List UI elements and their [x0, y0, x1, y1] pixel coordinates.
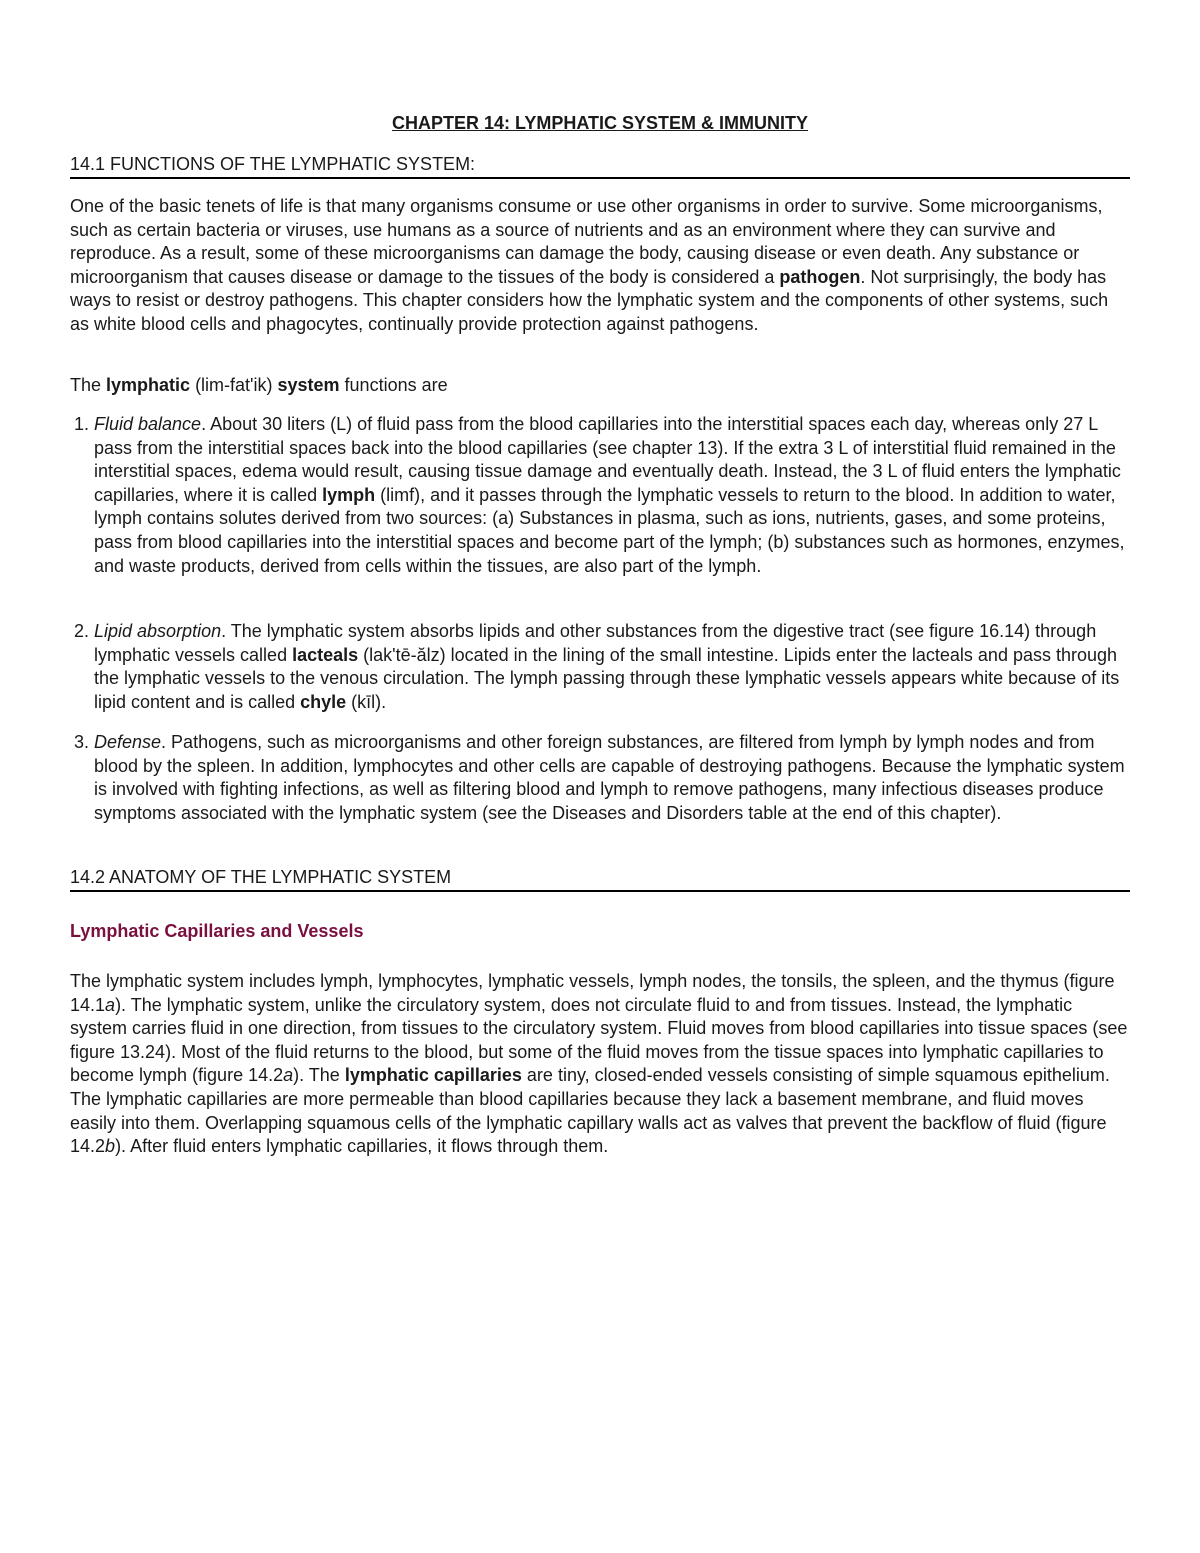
item-text-b: (lak'tē-ălz) located in the lining of the small intestine. Lipids enter the lacteals and pass through the lymphatic vessels to the venous circulation. The lymph passing through these lymphatic vessels appears white because of its lipid content and is called [94, 644, 1120, 712]
anatomy-text-d: are tiny, closed-ended vessels consisting of simple squamous epithelium. The lymphatic capillaries are more permeable than blood capillaries because they lack a basement membrane, and fluid moves easily into them. Overlapping squamous cells of the lymphatic capillary walls act as valves that prevent the backflow of fluid (figure 14.2 [70, 1065, 1110, 1157]
term-pathogen: pathogen [779, 266, 861, 287]
anatomy-text-b: ). The lymphatic system, unlike the circulatory system, does not circulate fluid to and from tissues. Instead, the lymphatic system carries fluid in one direction, from tissues to the circulatory system. Fluid moves from blood capillaries into tissue spaces (see figure 13.24). Most of the fluid returns to the blood, but some of the fluid moves from the tissue spaces into lymphatic capillaries to become lymph (figure 14.2 [70, 994, 1128, 1086]
list-item-defense [70, 731, 1130, 825]
term-lymphatic-capillaries: lymphatic capillaries [344, 1065, 522, 1086]
lead-text-c: functions are [339, 375, 448, 395]
term-chyle: chyle [300, 691, 347, 712]
term-lymph: lymph [322, 484, 376, 505]
intro-text-b: . Not surprisingly, the body has ways to resist or destroy pathogens. This chapter considers how the lymphatic system and the components of other systems, such as white blood cells and phagocytes, continually provide protection against pathogens. [70, 266, 1109, 334]
term-lymphatic: lymphatic [106, 375, 191, 395]
list-number: 3. [74, 732, 90, 752]
lead-text-b: (lim-fat'ik) [190, 375, 278, 395]
item-text-a: . The lymphatic system absorbs lipids and other substances from the digestive tract (see figure 16.14) through lymphatic vessels called [94, 621, 1097, 665]
figure-letter: a [105, 994, 116, 1015]
figure-letter: b [105, 1136, 116, 1157]
figure-letter: a [283, 1065, 294, 1086]
term-lacteals: lacteals [292, 644, 359, 665]
list-number: 1. [74, 414, 90, 434]
subheading-capillaries-vessels: Lymphatic Capillaries and Vessels [70, 921, 364, 941]
item-term: Defense [94, 732, 162, 752]
anatomy-paragraph [70, 970, 1130, 1159]
term-system: system [277, 375, 340, 395]
item-text-b: (limf), and it passes through the lymphatic vessels to return to the blood. In addition to water, lymph contains solutes derived from two sources: (a) Substances in plasma, such as ions, nutrients, gases, and some proteins, pass from blood capillaries into the interstitial spaces and become part of the lymph; (b) substances such as hormones, enzymes, and waste products, derived from cells within the tissues, are also part of the lymph. [94, 484, 1125, 576]
section-heading-functions: 14.1 FUNCTIONS OF THE LYMPHATIC SYSTEM: [70, 153, 1130, 179]
functions-lead-paragraph [70, 374, 1130, 398]
item-text-a: . Pathogens, such as microorganisms and other foreign substances, are filtered from lymph by lymph nodes and from blood by the spleen. In addition, lymphocytes and other cells are capable of destroying pathogens. Because the lymphatic system is involved with fighting infections, as well as filtering blood and lymph to remove pathogens, many infectious diseases produce symptoms associated with the lymphatic system (see the Diseases and Disorders table at the end of this chapter). [94, 732, 1125, 823]
item-text-c: (kīl). [346, 691, 387, 712]
chapter-title: CHAPTER 14: LYMPHATIC SYSTEM & IMMUNITY [391, 113, 809, 133]
list-item-fluid-balance [70, 413, 1130, 578]
anatomy-text-c: ). The [293, 1065, 345, 1086]
lead-text-a: The [70, 375, 107, 395]
intro-paragraph [70, 195, 1130, 337]
item-term: Fluid balance [94, 414, 202, 434]
list-item-lipid-absorption [70, 620, 1130, 714]
anatomy-text-a: The lymphatic system includes lymph, lymphocytes, lymphatic vessels, lymph nodes, the tonsils, the spleen, and the thymus (figure 14.1 [70, 971, 1115, 1015]
section-heading-anatomy: 14.2 ANATOMY OF THE LYMPHATIC SYSTEM [70, 866, 1130, 892]
list-number: 2. [74, 621, 90, 641]
anatomy-text-e: ). After fluid enters lymphatic capillaries, it flows through them. [115, 1136, 609, 1157]
item-text-a: . About 30 liters (L) of fluid pass from the blood capillaries into the interstitial spaces each day, whereas only 27 L pass from the interstitial spaces back into the blood capillaries (see chapter 13). If the extra 3 L of interstitial fluid remained in the interstitial spaces, edema would result, causing tissue damage and eventually death. Instead, the 3 L of fluid enters the lymphatic capillaries, where it is called [94, 414, 1121, 505]
intro-text-a: One of the basic tenets of life is that many organisms consume or use other organisms in order to survive. Some microorganisms, such as certain bacteria or viruses, use humans as a source of nutrients and as an environment where they can survive and reproduce. As a result, some of these microorganisms can damage the body, causing disease or even death. Any substance or microorganism that causes disease or damage to the tissues of the body is considered a [70, 196, 1103, 287]
item-term: Lipid absorption [94, 621, 222, 641]
